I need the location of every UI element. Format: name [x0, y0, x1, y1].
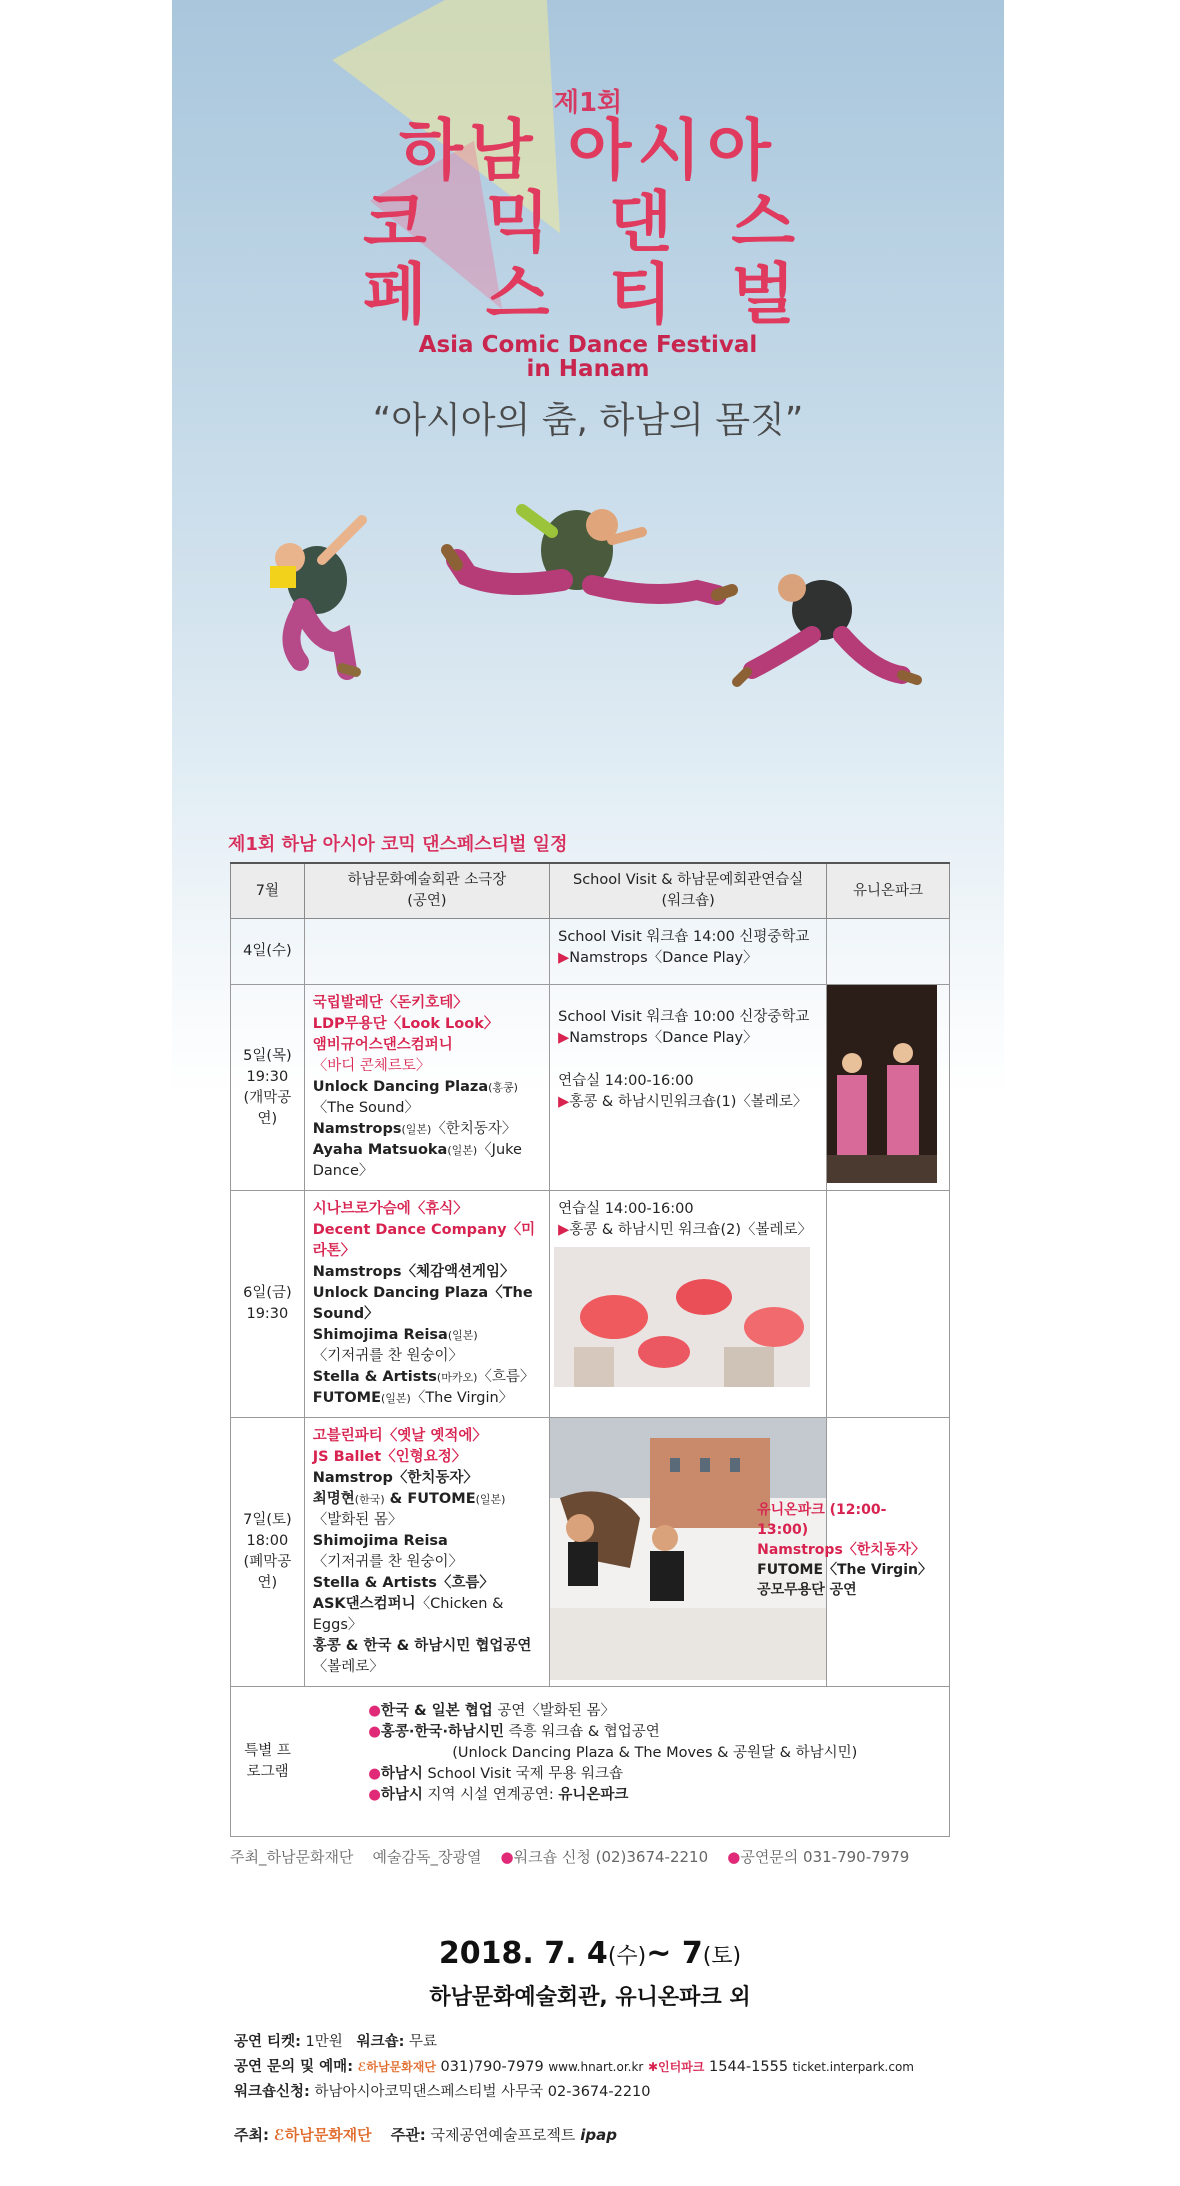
- day6-p5: [313, 1325, 541, 1346]
- title-line-3: 페 스 티 벌: [363, 256, 813, 333]
- day4-ws-line2: [558, 948, 818, 969]
- day7-p9: [313, 1594, 541, 1636]
- ipap-logo: ipap: [580, 2126, 617, 2144]
- day7-p6: Shimojima Reisa: [312, 1533, 448, 1549]
- day5-p2: LDP무용단〈Look Look〉: [312, 1016, 499, 1032]
- day6-ws-line1: 연습실 14:00-16:00: [558, 1201, 694, 1217]
- day5-workshops: [550, 985, 827, 1191]
- bullet-dot-icon: ●: [368, 1787, 381, 1803]
- special-item-2: [368, 1722, 941, 1743]
- triangle-bullet-icon: ▶: [558, 1094, 570, 1110]
- day4-label: 4일(수): [231, 919, 305, 985]
- day7-p9b: 〈Chicken & Eggs〉: [312, 1596, 504, 1633]
- organizer-name: 국제공연예술프로젝트: [430, 2126, 576, 2144]
- special-item-1: [368, 1701, 941, 1722]
- day7-p3: Namstrop〈한치동자〉: [312, 1470, 478, 1486]
- day6-time: 19:30: [246, 1306, 289, 1322]
- day5-ws-line2-text: Namstrops〈Dance Play〉: [569, 1030, 758, 1046]
- header-workshop-line2: (워크숍): [661, 893, 715, 909]
- schedule-table: [230, 862, 950, 1837]
- date-start: 2018. 7. 4: [438, 1936, 608, 1971]
- special-item-1b: 공연〈발화된 몸〉: [492, 1703, 616, 1719]
- organizer-label: 주관:: [390, 2126, 426, 2144]
- day7-p4b: & FUTOME: [384, 1491, 476, 1507]
- day5-p6: 〈The Sound〉: [312, 1100, 419, 1116]
- triangle-bullet-icon: ▶: [558, 1030, 570, 1046]
- ticket-info: [234, 2030, 914, 2105]
- edition-label: 제1회: [553, 88, 623, 118]
- day6-p5-name: Shimojima Reisa: [312, 1327, 448, 1343]
- day5-p1: 국립발레단〈돈키호테〉: [312, 995, 468, 1011]
- ticket-value: 1만원: [305, 2034, 343, 2050]
- date-end: ~ 7: [646, 1936, 703, 1971]
- special-item-2a: 홍콩·한국·하남시민: [380, 1724, 504, 1740]
- day6-p8-country: (일본): [380, 1392, 411, 1405]
- footer-ws-apply: 워크숍 신청 (02)3674-2210: [513, 1848, 709, 1866]
- host-name: 하남문화재단: [284, 2126, 372, 2144]
- triangle-bullet-icon: ▶: [558, 1222, 570, 1238]
- header-workshop: [550, 863, 827, 919]
- host-logo: [274, 2126, 372, 2144]
- header-theater-line2: (공연): [407, 893, 447, 909]
- day5-p7-country: (일본): [401, 1123, 432, 1136]
- day6-p5-country: (일본): [447, 1329, 478, 1342]
- day5-label: [231, 985, 305, 1191]
- special-item-3: [368, 1764, 941, 1785]
- day6-p4: Unlock Dancing Plaza〈The Sound〉: [312, 1285, 533, 1322]
- day6-p1: 시나브로가슴에〈휴식〉: [312, 1201, 468, 1217]
- day7-p4: [313, 1489, 541, 1510]
- day6-p7: [313, 1367, 541, 1388]
- special-item-2c: (Unlock Dancing Plaza & The Moves & 공원달 & 하남시민): [452, 1745, 858, 1761]
- day5-ws-line4: [558, 1092, 818, 1113]
- day7-p4b-country: (일본): [475, 1493, 506, 1506]
- special-item-1a: 한국 & 일본 협업: [380, 1703, 493, 1719]
- footer-director: 예술감독_장광열: [372, 1848, 482, 1866]
- day7-p8: Stella & Artists〈흐름〉: [312, 1575, 494, 1591]
- special-item-4a: 하남시: [380, 1787, 423, 1803]
- bullet-dot-icon: ●: [368, 1703, 381, 1719]
- interpark-star-icon: ✱: [647, 2060, 659, 2074]
- day6-label: [231, 1191, 305, 1418]
- day5-p8: [313, 1140, 541, 1182]
- day4-performances: [304, 919, 549, 985]
- apply-value: 하남아시아코믹댄스페스티벌 사무국 02-3674-2210: [314, 2084, 651, 2100]
- day6-ws-line2: [558, 1220, 818, 1241]
- day4-ws-line1: School Visit 워크숍 14:00 신평중학교: [558, 929, 810, 945]
- day7-time: 18:00: [246, 1533, 289, 1549]
- inquiry-label: 공연 문의 및 예매:: [234, 2059, 353, 2075]
- footer-line: [230, 1846, 909, 1867]
- day7-park-box: [757, 1500, 937, 1600]
- workshop-photo: [554, 1247, 810, 1387]
- day7-p2: JS Ballet〈인형요정〉: [312, 1449, 467, 1465]
- workshop-label: 워크숍:: [356, 2034, 405, 2050]
- header-theater: [304, 863, 549, 919]
- day5-time: 19:30: [246, 1068, 289, 1085]
- day6-p6: 〈기저귀를 찬 원숭이〉: [312, 1348, 464, 1364]
- schedule-title: 제1회 하남 아시아 코믹 댄스페스티벌 일정: [228, 834, 568, 855]
- event-date: [0, 1936, 1180, 1971]
- schedule-row-day6: [231, 1191, 950, 1418]
- header-month: 7월: [231, 863, 305, 919]
- day6-p7-title: 〈흐름〉: [477, 1369, 535, 1385]
- bullet-dot-icon: ●: [500, 1848, 514, 1866]
- day7-park3: FUTOME〈The Virgin〉: [757, 1562, 932, 1578]
- day5-p5: [313, 1077, 541, 1098]
- day4-workshops: [550, 919, 827, 985]
- jumping-dancers-photo: [172, 440, 1004, 770]
- performers-photo: [827, 985, 937, 1183]
- day7-performances: [304, 1418, 549, 1687]
- day4-ws-line2-text: Namstrops〈Dance Play〉: [569, 950, 758, 966]
- info-ticket-line: [234, 2030, 914, 2055]
- day7-label: [231, 1418, 305, 1687]
- footer-host: 주최_하남문화재단: [230, 1848, 354, 1866]
- day5-p7-name: Namstrops: [312, 1121, 402, 1137]
- inquiry-phone: 031)790-7979: [440, 2059, 544, 2075]
- special-item-4c: 유니온파크: [558, 1787, 629, 1803]
- date-start-weekday: (수): [607, 1944, 647, 1969]
- interpark-text: 인터파크: [658, 2060, 705, 2074]
- day5-ws-line1: School Visit 워크숍 10:00 신장중학교: [558, 1009, 810, 1025]
- ticket-label: 공연 티켓:: [234, 2034, 301, 2050]
- title-english-1: Asia Comic Dance Festival: [418, 332, 758, 358]
- day4-park: [827, 919, 950, 985]
- day5-p7-title: 〈한치동자〉: [431, 1121, 517, 1137]
- special-item-3b: School Visit 국제 무용 워크숍: [422, 1766, 624, 1782]
- day5-ws-line4-text: 홍콩 & 하남시민워크숍(1)〈볼레로〉: [569, 1094, 808, 1110]
- day5-p5-country: (홍콩): [488, 1081, 518, 1094]
- dancer-center: [447, 509, 732, 595]
- host-label: 주최:: [234, 2126, 269, 2144]
- day6-workshops: [550, 1191, 827, 1418]
- triangle-bullet-icon: ▶: [558, 950, 570, 966]
- info-inquiry-line: [234, 2055, 914, 2080]
- day5-performances: [304, 985, 549, 1191]
- day6-p7-country: (마카오): [436, 1371, 478, 1384]
- footer-inquiry: 공연문의 031-790-7979: [740, 1848, 910, 1866]
- interpark-site[interactable]: ticket.interpark.com: [792, 2060, 914, 2074]
- day6-day: 6일(금): [243, 1285, 292, 1301]
- bullet-dot-icon: ●: [727, 1848, 741, 1866]
- day6-park: [827, 1191, 950, 1418]
- slogan: “아시아의 춤, 하남의 몸짓”: [372, 400, 804, 441]
- logo-swirl-icon: ℰ: [273, 2126, 285, 2144]
- day7-park1: 유니온파크 (12:00-13:00): [757, 1502, 887, 1538]
- special-item-2b: 즉흥 워크숍 & 협업공연: [503, 1724, 660, 1740]
- title-line-2: 코 믹 댄 스: [363, 184, 813, 261]
- header-theater-line1: 하남문화예술회관 소극장: [347, 872, 507, 888]
- day7-park4: 공모무용단 공연: [757, 1582, 857, 1598]
- apply-label: 워크숍신청:: [234, 2084, 310, 2100]
- schedule-row-special: [231, 1687, 950, 1837]
- poster: [172, 0, 1004, 1890]
- dancer-right: [737, 574, 917, 682]
- day6-p7-name: Stella & Artists: [312, 1369, 437, 1385]
- day6-ws-line2-text: 홍콩 & 하남시민 워크숍(2)〈볼레로〉: [569, 1222, 813, 1238]
- schedule-row-day7: [231, 1418, 950, 1687]
- day7-note: (폐막공연): [243, 1554, 292, 1591]
- day5-p5-name: Unlock Dancing Plaza: [312, 1079, 489, 1095]
- logo-swirl-icon: ℰ: [357, 2060, 367, 2074]
- day5-ws-line2: [558, 1028, 818, 1049]
- day6-performances: [304, 1191, 549, 1418]
- hanam-foundation-logo: [358, 2060, 436, 2074]
- day7-p5: 〈발화된 몸〉: [312, 1512, 403, 1528]
- header-unionpark: 유니온파크: [827, 863, 950, 919]
- day7-p1: 고블린파티〈옛날 옛적에〉: [312, 1428, 487, 1444]
- day7-p11: 〈볼레로〉: [312, 1659, 384, 1675]
- day6-p8-name: FUTOME: [312, 1390, 381, 1406]
- interpark-phone: 1544-1555: [709, 2059, 789, 2075]
- special-label: 특별 프로그램: [231, 1687, 305, 1837]
- day5-day: 5일(목): [243, 1047, 292, 1064]
- schedule-row-day4: [231, 919, 950, 985]
- day5-p8-country: (일본): [447, 1144, 478, 1157]
- inquiry-site[interactable]: www.hnart.or.kr: [548, 2060, 644, 2074]
- day7-p7: 〈기저귀를 찬 원숭이〉: [312, 1554, 464, 1570]
- title-english-2: in Hanam: [526, 356, 650, 382]
- special-items: [304, 1687, 949, 1837]
- day7-park: [757, 1418, 950, 1687]
- day7-p4a-country: (한국): [354, 1493, 385, 1506]
- special-item-4b: 지역 시설 연계공연:: [422, 1787, 559, 1803]
- interpark-logo: [648, 2060, 704, 2074]
- special-item-4: [368, 1785, 941, 1806]
- day5-p8-name: Ayaha Matsuoka: [312, 1142, 448, 1158]
- day5-note: (개막공연): [243, 1089, 292, 1127]
- day7-p4a: 최명현: [312, 1491, 355, 1507]
- header-workshop-line1: School Visit & 하남문예회관연습실: [573, 872, 804, 888]
- day7-p9a: ASK댄스컴퍼니: [312, 1596, 416, 1612]
- hanam-logo-text: 하남문화재단: [366, 2060, 436, 2074]
- dancer-left: [270, 520, 362, 672]
- day5-p7: [313, 1119, 541, 1140]
- bullet-dot-icon: ●: [368, 1724, 381, 1740]
- day5-p3: 앰비규어스댄스컴퍼니: [312, 1037, 453, 1053]
- day7-p10: 홍콩 & 한국 & 하남시민 협업공연: [312, 1638, 532, 1654]
- event-venue: 하남문화예술회관, 유니온파크 외: [429, 1985, 751, 2010]
- day6-p2: Decent Dance Company〈미라톤〉: [312, 1222, 536, 1259]
- day5-p4: 〈바디 콘체르토〉: [312, 1058, 431, 1074]
- day5-ws-line3: 연습실 14:00-16:00: [558, 1073, 694, 1089]
- title-line-1: 하남 아시아: [399, 112, 777, 189]
- day7-day: 7일(토): [243, 1512, 292, 1528]
- day5-p8-title: 〈Juke Dance〉: [312, 1142, 522, 1179]
- workshop-value: 무료: [409, 2034, 438, 2050]
- special-item-3a: 하남시: [380, 1766, 423, 1782]
- date-end-weekday: (토): [702, 1944, 742, 1969]
- day5-park-photo: [827, 985, 950, 1191]
- bullet-dot-icon: ●: [368, 1766, 381, 1782]
- day6-p3: Namstrops〈체감액션게임〉: [312, 1264, 515, 1280]
- day6-p8-title: 〈The Virgin〉: [410, 1390, 514, 1406]
- schedule-row-day5: [231, 985, 950, 1191]
- day7-park2: Namstrops〈한치동자〉: [757, 1542, 925, 1558]
- schedule-header-row: [231, 863, 950, 919]
- day6-p8: [313, 1388, 541, 1409]
- info-apply-line: [234, 2080, 914, 2105]
- organizers: [234, 2124, 617, 2145]
